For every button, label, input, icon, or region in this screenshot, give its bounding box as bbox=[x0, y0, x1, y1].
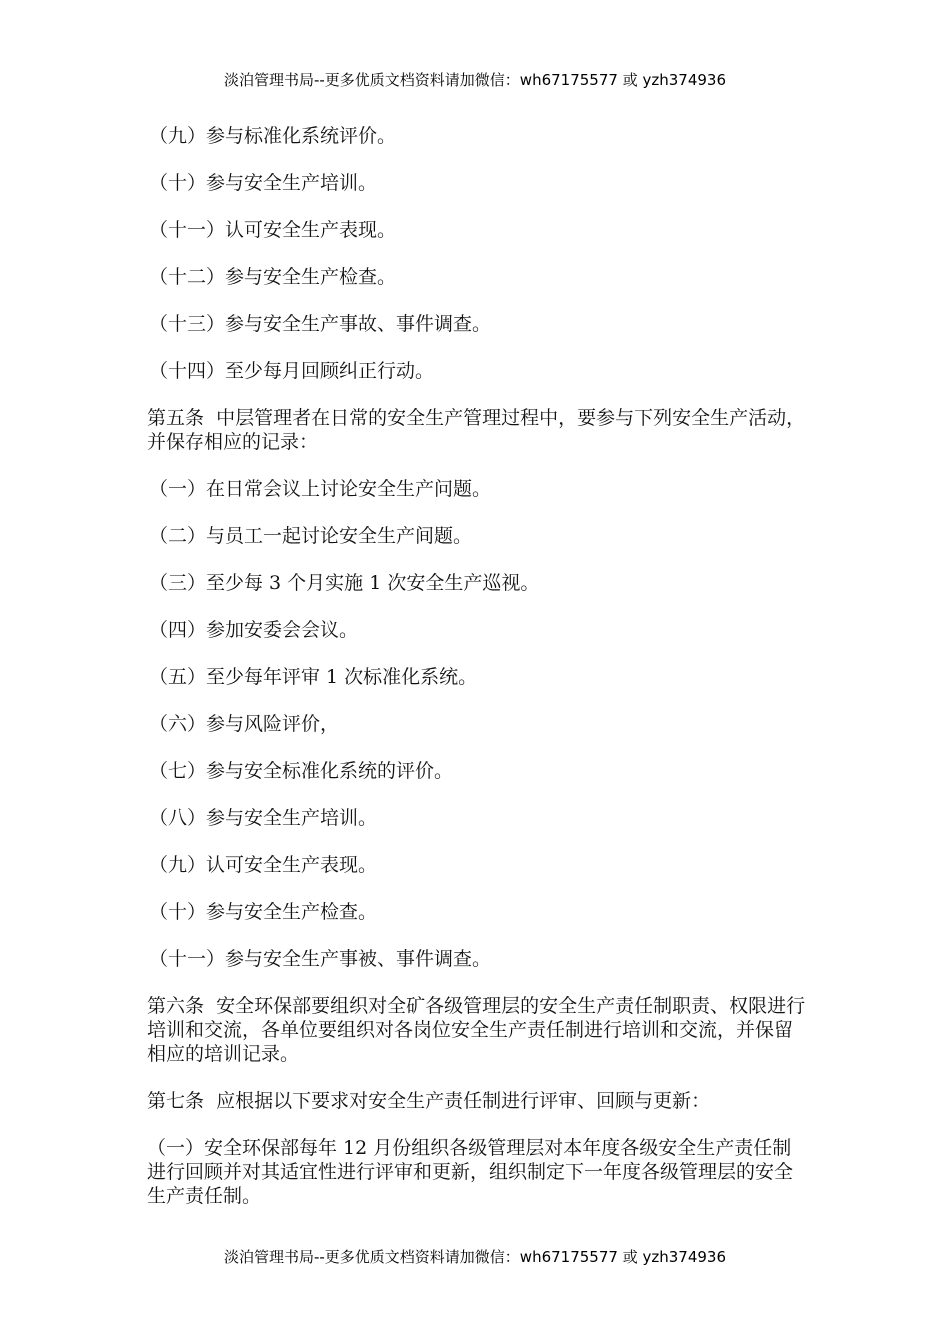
document-body bbox=[147, 124, 807, 1231]
list-item: （十一）认可安全生产表现。 bbox=[149, 219, 397, 241]
list-item: （十二）参与安全生产检查。 bbox=[149, 266, 397, 288]
page-header: 淡泊管理书局--更多优质文档资料请加微信：wh67175577 或 yzh374936 bbox=[223, 71, 726, 89]
list-item: （六）参与风险评价， bbox=[149, 713, 340, 735]
list-item: （十四）至少每月回顾纠正行动。 bbox=[149, 360, 435, 382]
list-item: （九）认可安全生产表现。 bbox=[149, 854, 378, 876]
list-item: （一）在日常会议上讨论安全生产问题。 bbox=[149, 478, 492, 500]
list-item: （三）至少每 3 个月实施 1 次安全生产巡视。 bbox=[149, 572, 540, 594]
list-item: （八）参与安全生产培训。 bbox=[149, 807, 378, 829]
list-item: （十）参与安全生产检查。 bbox=[149, 901, 378, 923]
article-paragraph: 第五条 中层管理者在日常的安全生产管理过程中，要参与下列安全生产活动，并保存相应的记录： bbox=[147, 407, 806, 453]
article-paragraph: （一）安全环保部每年 12 月份组织各级管理层对本年度各级安全生产责任制进行回顾并对其适宜性进行评审和更新，组织制定下一年度各级管理层的安全生产责任制。 bbox=[147, 1137, 794, 1207]
list-item: （五）至少每年评审 1 次标准化系统。 bbox=[149, 666, 478, 688]
list-item: （四）参加安委会会议。 bbox=[149, 619, 359, 641]
list-item: （十）参与安全生产培训。 bbox=[149, 172, 378, 194]
article-paragraph: 第七条 应根据以下要求对安全生产责任制进行评审、回顾与更新： bbox=[147, 1090, 711, 1112]
page-footer: 淡泊管理书局--更多优质文档资料请加微信：wh67175577 或 yzh374936 bbox=[223, 1248, 726, 1266]
list-item: （十三）参与安全生产事故、事件调查。 bbox=[149, 313, 492, 335]
list-item: （二）与员工一起讨论安全生产间题。 bbox=[149, 525, 473, 547]
article-paragraph: 第六条 安全环保部要组织对全矿各级管理层的安全生产责任制职责、权限进行培训和交流，各单位要组织对各岗位安全生产责任制进行培训和交流，并保留相应的培训记录。 bbox=[147, 995, 806, 1065]
list-item: （九）参与标准化系统评价。 bbox=[149, 125, 397, 147]
list-item: （十一）参与安全生产事被、事件调查。 bbox=[149, 948, 492, 970]
list-item: （七）参与安全标准化系统的评价。 bbox=[149, 760, 454, 782]
